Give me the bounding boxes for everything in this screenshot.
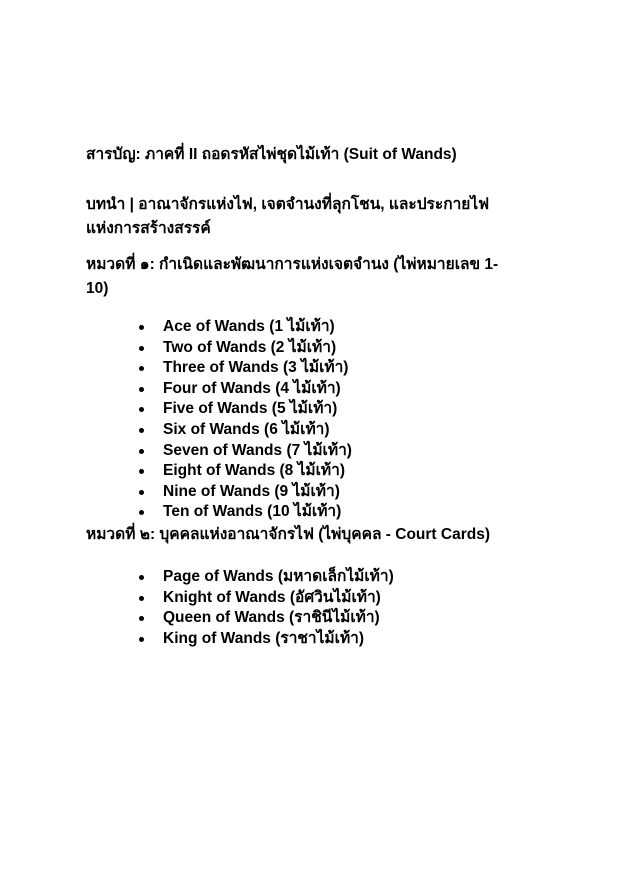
list-item [86, 629, 547, 650]
list-item-label: Page of Wands (มหาดเล็กไม้เท้า) [163, 567, 394, 585]
bullet-icon [139, 469, 144, 474]
bullet-icon [139, 490, 144, 495]
list-item [86, 379, 547, 400]
list-item [86, 358, 547, 379]
list-item-label: Eight of Wands (8 ไม้เท้า) [163, 462, 346, 480]
section-2-heading [86, 523, 547, 547]
list-item [86, 317, 547, 338]
bullet-icon [139, 616, 144, 621]
list-item-label: Ten of Wands (10 ไม้เท้า) [163, 503, 342, 521]
list-item-label: Nine of Wands (9 ไม้เท้า) [163, 482, 340, 500]
list-item-label: Knight of Wands (อัศวินไม้เท้า) [163, 588, 381, 606]
list-item-label: Seven of Wands (7 ไม้เท้า) [163, 441, 352, 459]
intro-line-1: บทนำ | อาณาจักรแห่งไฟ, เจตจำนงที่ลุกโชน, และประกายไฟ [86, 196, 490, 213]
list-item-label: Four of Wands (4 ไม้เท้า) [163, 379, 341, 397]
section-1-heading-line-2: 10) [86, 280, 109, 297]
bullet-icon [139, 596, 144, 601]
list-item [86, 608, 547, 629]
bullet-icon [139, 510, 144, 515]
bullet-icon [139, 637, 144, 642]
list-item [86, 338, 547, 359]
bullet-icon [139, 346, 144, 351]
list-item-label: Two of Wands (2 ไม้เท้า) [163, 338, 337, 356]
intro-line-2: แห่งการสร้างสรรค์ [86, 220, 211, 237]
bullet-icon [139, 407, 144, 412]
list-item [86, 420, 547, 441]
numbered-wands-list [86, 317, 547, 523]
bullet-icon [139, 449, 144, 454]
bullet-icon [139, 575, 144, 580]
list-item [86, 588, 547, 609]
list-item [86, 461, 547, 482]
bullet-icon [139, 387, 144, 392]
section-2-heading-line-1: หมวดที่ ๒: บุคคลแห่งอาณาจักรไฟ (ไพ่บุคคล - Court Cards) [86, 525, 490, 543]
list-item [86, 441, 547, 462]
list-item [86, 399, 547, 420]
court-cards-list [86, 567, 547, 649]
list-item-label: Six of Wands (6 ไม้เท้า) [163, 420, 330, 438]
bullet-icon [139, 325, 144, 330]
list-item-label: Queen of Wands (ราชินีไม้เท้า) [163, 609, 380, 627]
list-item-label: Ace of Wands (1 ไม้เท้า) [163, 318, 335, 335]
page-title: สารบัญ: ภาคที่ II ถอดรหัสไพ่ชุดไม้เท้า (Suit of Wands) [86, 146, 457, 163]
bullet-icon [139, 428, 144, 433]
list-item [86, 482, 547, 503]
list-item-label: King of Wands (ราชาไม้เท้า) [163, 629, 365, 647]
intro-paragraph [86, 193, 547, 241]
section-1-heading [86, 253, 547, 301]
list-item [86, 567, 547, 588]
list-item [86, 502, 547, 523]
list-item-label: Three of Wands (3 ไม้เท้า) [163, 359, 349, 377]
section-1-heading-line-1: หมวดที่ ๑: กำเนิดและพัฒนาการแห่งเจตจำนง (ไพ่หมายเลข 1- [86, 256, 499, 273]
bullet-icon [139, 366, 144, 371]
list-item-label: Five of Wands (5 ไม้เท้า) [163, 400, 338, 418]
